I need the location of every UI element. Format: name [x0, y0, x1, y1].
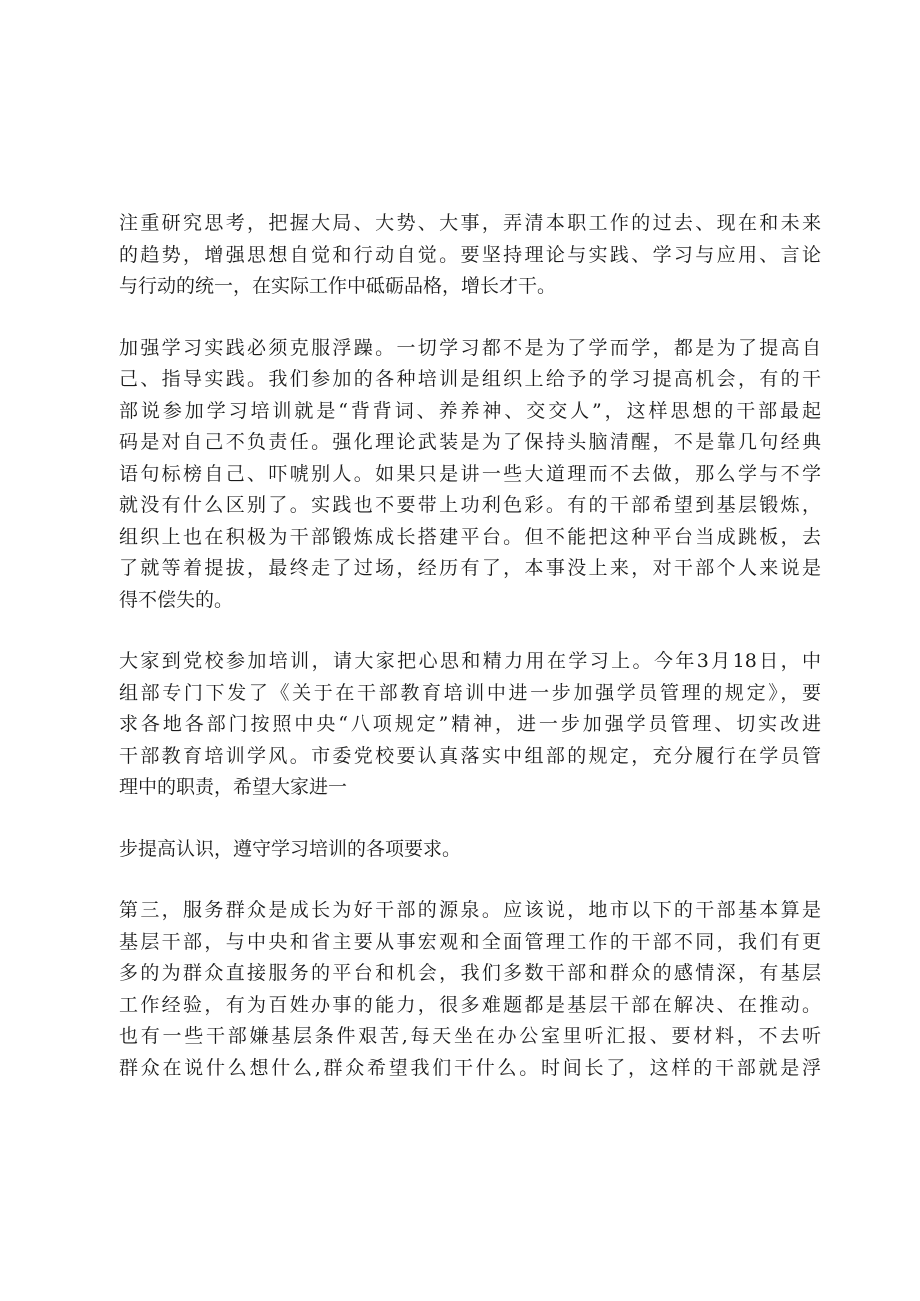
- text-line: 语句标榜自己、吓唬别人。如果只是讲一些大道理而不去做，那么学与不学: [119, 462, 821, 485]
- text-line: 注重研究思考，把握大局、大势、大事，弄清本职工作的过去、现在和未来: [119, 212, 821, 234]
- text-line: 的趋势，增强思想自觉和行动自觉。要坚持理论与实践、学习与应用、言论: [119, 243, 821, 266]
- text-line: 组织上也在积极为干部锻炼成长搭建平台。但不能把这种平台当成跳板，去: [119, 525, 821, 548]
- text-line: 与行动的统一，在实际工作中砥砺品格，增长才干。: [119, 275, 557, 297]
- paragraph-1: [119, 208, 821, 303]
- text-line: 基层干部，与中央和省主要从事宏观和全面管理工作的干部不同，我们有更: [119, 930, 821, 953]
- text-line: 就没有什么区别了。实践也不要带上功利色彩。有的干部希望到基层锻炼，: [119, 494, 821, 516]
- text-line: 理中的职责，希望大家进一: [119, 776, 348, 798]
- text-line: 多的为群众直接服务的平台和机会，我们多数干部和群众的感情深，有基层: [119, 962, 821, 984]
- text-line: 第三，服务群众是成长为好干部的源泉。应该说，地市以下的干部基本算是: [119, 899, 821, 921]
- paragraph-5: [119, 895, 821, 1084]
- text-line: 也有一些干部嫌基层条件艰苦,每天坐在办公室里听汇报、要材料，不去听: [119, 1025, 821, 1047]
- text-line: 干部教育培训学风。市委党校要认真落实中组部的规定，充分履行在学员管: [119, 744, 821, 767]
- text-line: 求各地各部门按照中央“八项规定”精神，进一步加强学员管理、切实改进: [119, 713, 821, 735]
- document-body: [119, 208, 821, 1084]
- text-line: 己、指导实践。我们参加的各种培训是组织上给予的学习提高机会，有的干: [119, 368, 821, 390]
- text-line: 群众在说什么想什么,群众希望我们干什么。时间长了，这样的干部就是浮: [119, 1056, 821, 1079]
- text-line: 组部专门下发了《关于在干部教育培训中进一步加强学员管理的规定》，要: [119, 681, 821, 704]
- text-line: 得不偿失的。: [119, 588, 234, 611]
- text-line: 部说参加学习培训就是“背背词、养养神、交交人”，这样思想的干部最起: [119, 399, 821, 422]
- text-line: 码是对自己不负责任。强化理论武装是为了保持头脑清醒，不是靠几句经典: [119, 431, 821, 453]
- text-line: 了就等着提拔，最终走了过场，经历有了，本事没上来，对干部个人来说是: [119, 557, 821, 579]
- paragraph-3: [119, 646, 821, 804]
- text-line: 加强学习实践必须克服浮躁。一切学习都不是为了学而学，都是为了提高自: [119, 336, 821, 359]
- text-line: 大家到党校参加培训，请大家把心思和精力用在学习上。今年3月18日，中: [119, 650, 821, 672]
- text-line: 工作经验，有为百姓办事的能力，很多难题都是基层干部在解决、在推动。: [119, 993, 821, 1016]
- paragraph-2: [119, 333, 821, 617]
- paragraph-4: [119, 834, 821, 866]
- text-line: 步提高认识，遵守学习培训的各项要求。: [119, 837, 462, 860]
